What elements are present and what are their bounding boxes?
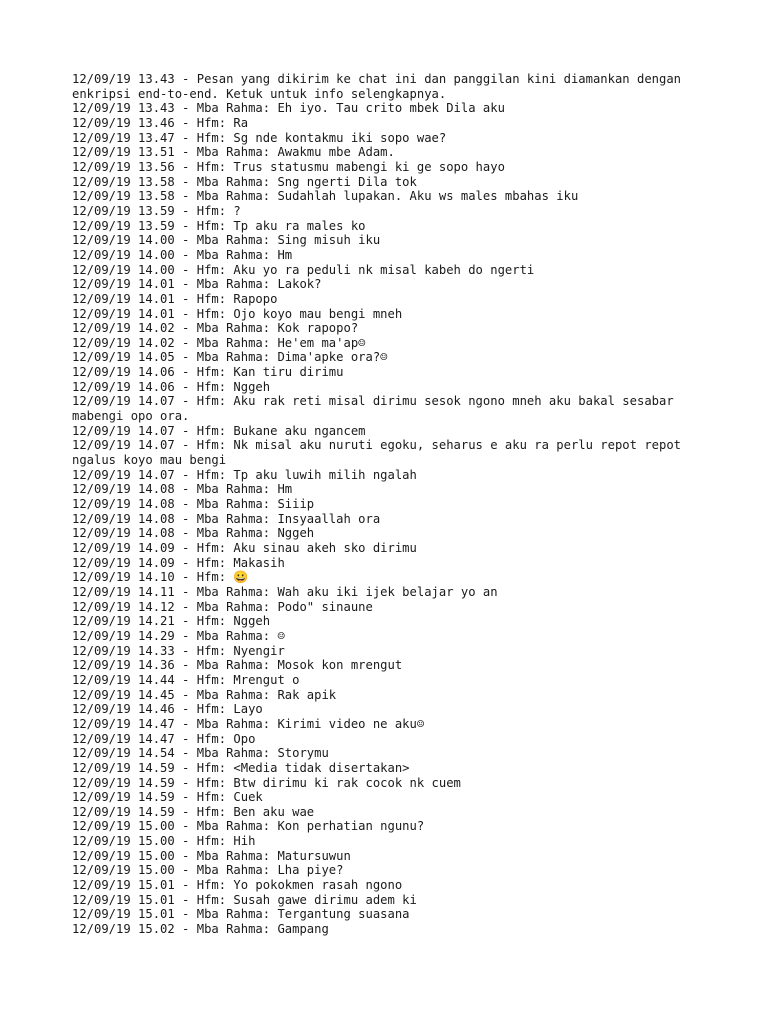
chat-line: 12/09/19 14.07 - Hfm: Tp aku luwih milih ngalah [72,467,417,482]
chat-line: 12/09/19 14.02 - Mba Rahma: He'em ma'ap☺ [72,335,366,350]
chat-line: 12/09/19 15.00 - Hfm: Hih [72,834,256,849]
chat-line: 12/09/19 13.51 - Mba Rahma: Awakmu mbe Adam. [72,145,395,160]
chat-line: 12/09/19 14.08 - Mba Rahma: Insyaallah ora [72,511,381,526]
chat-line: 12/09/19 14.47 - Mba Rahma: Kirimi video ne aku☺ [72,716,425,731]
chat-line: 12/09/19 15.00 - Mba Rahma: Matursuwun [72,848,351,863]
chat-line: 12/09/19 13.47 - Hfm: Sg nde kontakmu iki sopo wae? [72,130,447,145]
chat-line: 12/09/19 15.01 - Hfm: Yo pokokmen rasah ngono [72,878,403,893]
chat-line: 12/09/19 14.54 - Mba Rahma: Storymu [72,746,329,761]
chat-line: 12/09/19 14.33 - Hfm: Nyengir [72,643,285,658]
chat-line: 12/09/19 14.07 - Hfm: Nk misal aku nuruti egoku, seharus e aku ra perlu repot repot ngalus koyo mau bengi [72,438,689,468]
chat-line: 12/09/19 15.00 - Mba Rahma: Kon perhatian ngunu? [72,819,425,834]
chat-line: 12/09/19 14.36 - Mba Rahma: Mosok kon mrengut [72,658,403,673]
chat-line: 12/09/19 14.07 - Hfm: Aku rak reti misal dirimu sesok ngono mneh aku bakal sesabar mabengi opo ora. [72,394,682,424]
chat-line: 12/09/19 14.01 - Hfm: Ojo koyo mau bengi mneh [72,306,403,321]
chat-line: 12/09/19 14.00 - Mba Rahma: Hm [72,247,293,262]
chat-line: 12/09/19 14.02 - Mba Rahma: Kok rapopo? [72,321,359,336]
chat-line: 12/09/19 14.12 - Mba Rahma: Podo" sinaune [72,599,373,614]
chat-line: 12/09/19 13.43 - Pesan yang dikirim ke chat ini dan panggilan kini diamankan dengan enkripsi end-to-end. Ketuk untuk info selengkapnya. [72,72,689,101]
chat-line: 12/09/19 13.46 - Hfm: Ra [72,115,249,130]
chat-line: 12/09/19 14.08 - Mba Rahma: Siiip [72,497,315,512]
chat-line: 12/09/19 14.06 - Hfm: Nggeh [72,379,271,394]
chat-line: 12/09/19 14.47 - Hfm: Opo [72,731,256,746]
chat-line: 12/09/19 14.00 - Hfm: Aku yo ra peduli nk misal kabeh do ngerti [72,262,535,277]
chat-line: 12/09/19 14.11 - Mba Rahma: Wah aku iki ijek belajar yo an [72,584,498,599]
chat-line: 12/09/19 14.01 - Mba Rahma: Lakok? [72,277,322,292]
chat-line: 12/09/19 14.21 - Hfm: Nggeh [72,614,271,629]
chat-line: 12/09/19 14.07 - Hfm: Bukane aku ngancem [72,423,366,438]
chat-line: 12/09/19 15.00 - Mba Rahma: Lha piye? [72,863,344,878]
chat-line: 12/09/19 14.08 - Mba Rahma: Hm [72,482,293,497]
chat-line: 12/09/19 15.01 - Mba Rahma: Tergantung suasana [72,907,410,922]
chat-line: 12/09/19 14.09 - Hfm: Aku sinau akeh sko dirimu [72,541,417,555]
chat-line: 12/09/19 14.46 - Hfm: Layo [72,702,263,717]
chat-line: 12/09/19 13.59 - Hfm: Tp aku ra males ko [72,218,366,233]
chat-line: 12/09/19 14.06 - Hfm: Kan tiru dirimu [72,365,344,380]
chat-line: 12/09/19 14.01 - Hfm: Rapopo [72,291,278,306]
chat-line: 12/09/19 14.45 - Mba Rahma: Rak apik [72,687,337,702]
chat-line: 12/09/19 14.08 - Mba Rahma: Nggeh [72,526,315,541]
chat-line: 12/09/19 13.59 - Hfm: ? [72,203,241,218]
chat-line: 12/09/19 14.59 - Hfm: <Media tidak disertakan> [72,760,410,775]
chat-line: 12/09/19 14.44 - Hfm: Mrengut o [72,672,300,687]
chat-line: 12/09/19 14.59 - Hfm: Btw dirimu ki rak cocok nk cuem [72,775,461,790]
chat-line: 12/09/19 14.59 - Hfm: Cuek [72,790,263,805]
chat-line: 12/09/19 14.59 - Hfm: Ben aku wae [72,804,315,819]
chat-line: 12/09/19 15.01 - Hfm: Susah gawe dirimu adem ki [72,892,417,907]
chat-line: 12/09/19 13.56 - Hfm: Trus statusmu mabengi ki ge sopo hayo [72,159,505,174]
chat-line: 12/09/19 14.10 - Hfm: 😀 [72,570,249,585]
chat-line: 12/09/19 13.43 - Mba Rahma: Eh iyo. Tau crito mbek Dila aku [72,101,505,116]
chat-line: 12/09/19 14.05 - Mba Rahma: Dima'apke ora?☺ [72,350,388,365]
chat-line: 12/09/19 14.09 - Hfm: Makasih [72,555,285,570]
chat-line: 12/09/19 15.02 - Mba Rahma: Gampang [72,922,329,937]
chat-line: 12/09/19 13.58 - Mba Rahma: Sng ngerti Dila tok [72,174,417,189]
chat-line: 12/09/19 13.58 - Mba Rahma: Sudahlah lupakan. Aku ws males mbahas iku [72,189,579,204]
chat-log [72,72,712,937]
chat-line: 12/09/19 14.29 - Mba Rahma: ☺ [72,628,285,643]
chat-line: 12/09/19 14.00 - Mba Rahma: Sing misuh iku [72,233,381,248]
